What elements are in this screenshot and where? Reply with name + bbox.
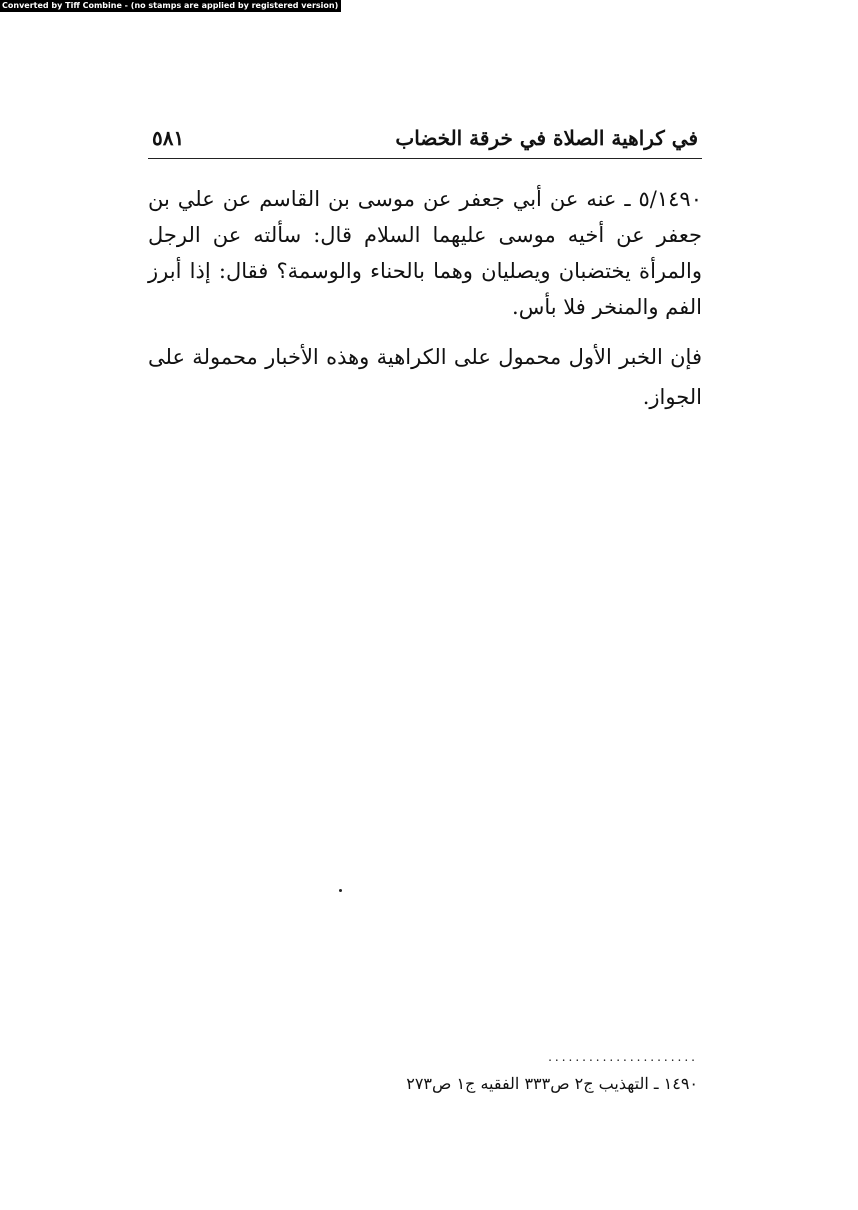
running-header (148, 118, 702, 159)
footnote-item: ١٤٩٠ ـ التهذيب ج٢ ص٣٣٣ الفقيه ج١ ص٢٧٣ (406, 1074, 698, 1093)
book-page (148, 118, 702, 417)
hadith-paragraph: ٥/١٤٩٠ ـ عنه عن أبي جعفر عن موسى بن القاسم عن علي بن جعفر عن أخيه موسى عليهما السلام قال: سألته عن الرجل والمرأة يختضبان ويصليان وهما بالحناء والوسمة؟ فقال: إذا أبرز الفم والمنخر فلا بأس. (148, 187, 702, 319)
footnote-separator: ...................... (548, 1050, 698, 1064)
converter-banner: Converted by Tiff Combine - (no stamps are applied by registered version) (0, 0, 341, 12)
commentary-paragraph: فإن الخبر الأول محمول على الكراهية وهذه الأخبار محمولة على الجواز. (148, 345, 702, 409)
page-number: ٥٨١ (152, 126, 185, 150)
footnote-area (360, 1050, 698, 1093)
scan-speck (339, 889, 342, 892)
chapter-title: في كراهية الصلاة في خرقة الخضاب (395, 126, 698, 150)
